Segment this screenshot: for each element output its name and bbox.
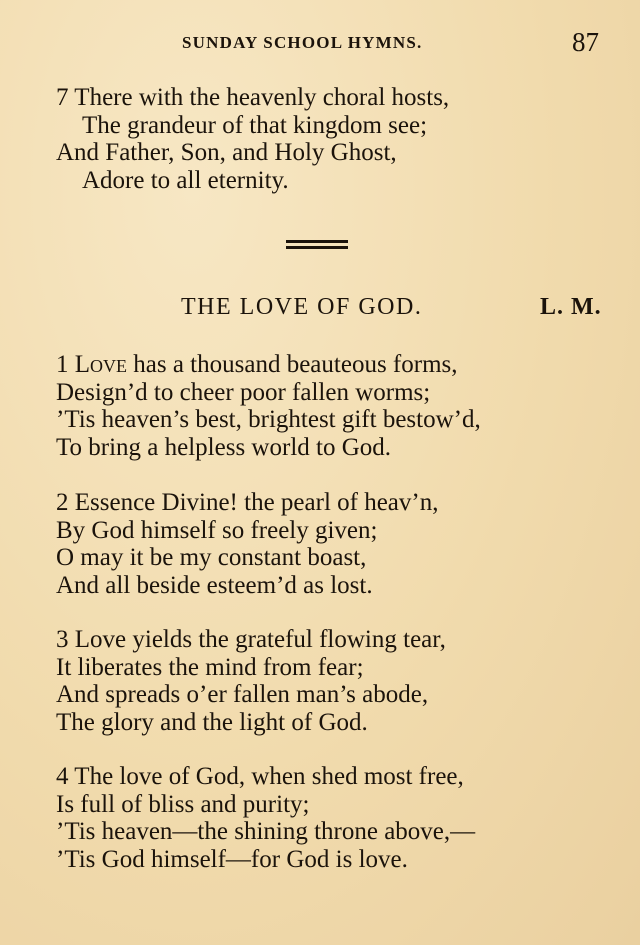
stanza-line: The grandeur of that kingdom see; — [82, 111, 428, 139]
stanza-line: ’Tis heaven—the shining throne above,— — [56, 818, 476, 845]
stanza-2 — [56, 489, 438, 599]
stanza-3 — [56, 626, 446, 736]
section-divider-bottom — [286, 246, 348, 249]
stanza-line: And all beside esteem’d as lost. — [56, 571, 373, 599]
stanza-line: 4 The love of God, when shed most free, — [56, 763, 464, 790]
hymn-meter: L. M. — [540, 294, 602, 320]
stanza-1 — [56, 351, 481, 461]
stanza-line: ’Tis God himself—for God is love. — [56, 845, 408, 873]
running-head: SUNDAY SCHOOL HYMNS. — [182, 33, 423, 52]
stanza-line: It liberates the mind from fear; — [56, 653, 364, 681]
stanza-line — [56, 351, 481, 379]
stanza-first-line-rest: has a thousand beauteous forms, — [127, 351, 458, 378]
stanza-line: 2 Essence Divine! the pearl of heav’n, — [56, 489, 439, 516]
stanza-line: O may it be my constant boast, — [56, 544, 367, 571]
stanza-line: Adore to all eternity. — [82, 166, 289, 194]
stanza-line: 7 There with the heavenly choral hosts, — [56, 84, 450, 111]
stanza-line: And Father, Son, and Holy Ghost, — [56, 139, 397, 166]
stanza-number-word: 1 Love — [56, 351, 128, 378]
stanza-line: ’Tis heaven’s best, brightest gift bestow’d, — [56, 406, 481, 433]
stanza-line: To bring a helpless world to God. — [56, 433, 392, 461]
stanza-line: By God himself so freely given; — [56, 516, 378, 544]
hymn-title: THE LOVE OF GOD. — [181, 294, 423, 320]
stanza-line: And spreads o’er fallen man’s abode, — [56, 681, 429, 708]
stanza-line: Design’d to cheer poor fallen worms; — [56, 378, 431, 406]
stanza-line: The glory and the light of God. — [56, 708, 368, 736]
page-number: 87 — [572, 27, 599, 57]
section-divider-top — [286, 240, 348, 243]
stanza-7-previous-hymn — [56, 84, 449, 194]
stanza-line: 3 Love yields the grateful flowing tear, — [56, 626, 446, 653]
stanza-line: Is full of bliss and purity; — [56, 790, 310, 818]
stanza-4 — [56, 763, 475, 873]
